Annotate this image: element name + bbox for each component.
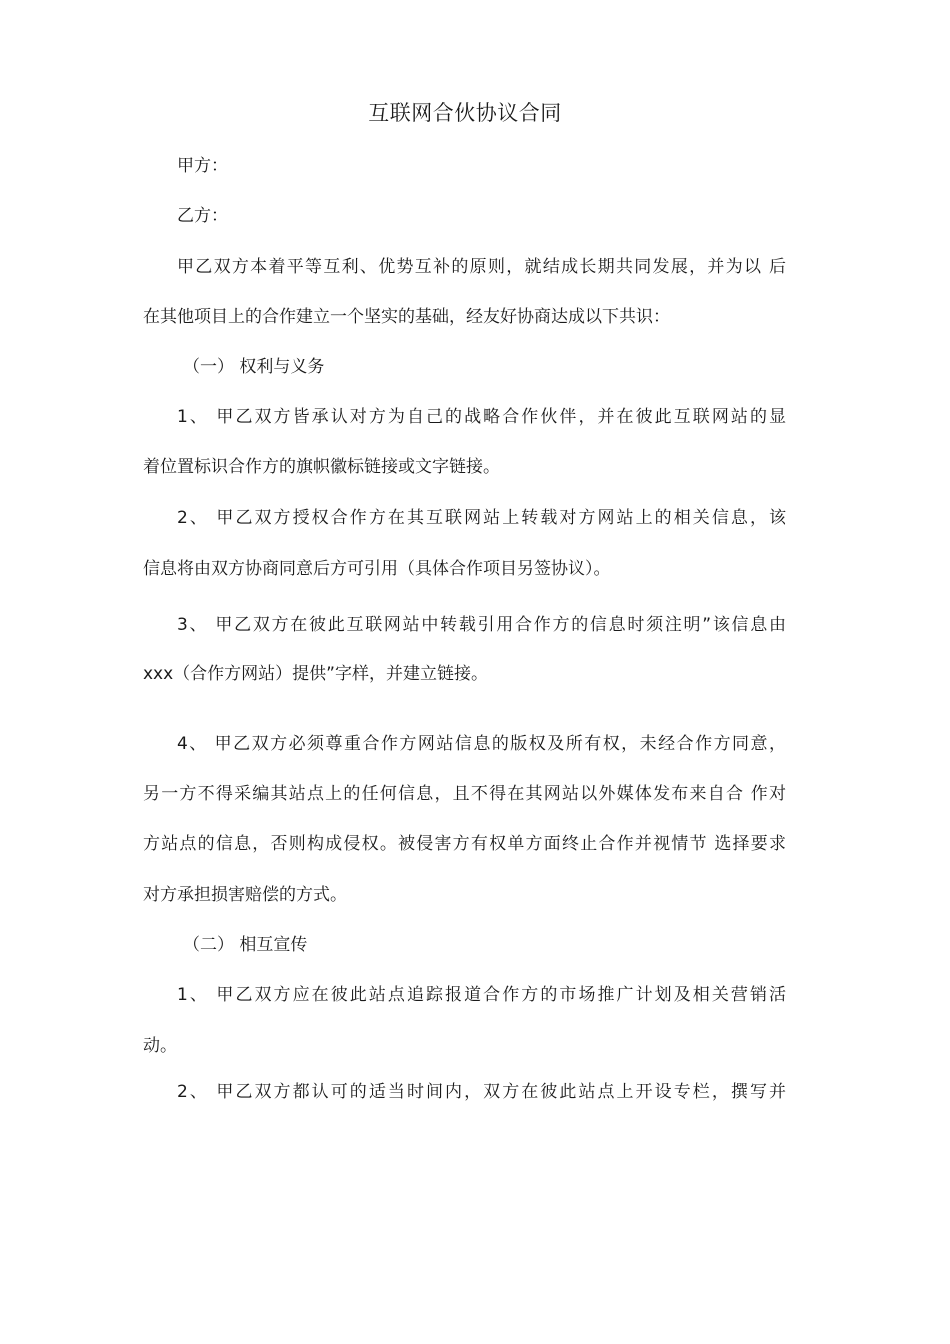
party-a-label: 甲方：: [177, 156, 228, 176]
section-1-heading: （一） 权利与义务: [183, 357, 325, 377]
s2-item1-line1: 1、 甲乙双方应在彼此站点追踪报道合作方的市场推广计划及相关营销活: [177, 985, 786, 1005]
s1-item3-line1: 3、 甲乙双方在彼此互联网站中转载引用合作方的信息时须注明”该信息由: [177, 615, 786, 635]
s2-item1-line2: 动。: [143, 1036, 177, 1056]
s1-item2-line2: 信息将由双方协商同意后方可引用（具体合作项目另签协议）。: [143, 559, 611, 579]
s1-item4-line3: 方站点的信息，否则构成侵权。被侵害方有权单方面终止合作并视情节 选择要求: [143, 834, 786, 854]
intro-line-2: 在其他项目上的合作建立一个坚实的基础，经友好协商达成以下共识：: [143, 307, 670, 327]
s2-item2-line1: 2、 甲乙双方都认可的适当时间内，双方在彼此站点上开设专栏，撰写并: [177, 1082, 786, 1102]
section-2-heading: （二） 相互宣传: [183, 935, 308, 955]
party-b-label: 乙方：: [177, 206, 228, 226]
s1-item3-line2: xxx（合作方网站）提供”字样，并建立链接。: [143, 664, 488, 684]
s1-item4-line2: 另一方不得采编其站点上的任何信息，且不得在其网站以外媒体发布来自合 作对: [143, 784, 786, 804]
s1-item1-line1: 1、 甲乙双方皆承认对方为自己的战略合作伙伴，并在彼此互联网站的显: [177, 407, 786, 427]
intro-line-1: 甲乙双方本着平等互利、优势互补的原则，就结成长期共同发展，并为以 后: [177, 257, 786, 277]
s1-item2-line1: 2、 甲乙双方授权合作方在其互联网站上转载对方网站上的相关信息，该: [177, 508, 786, 528]
s1-item4-line1: 4、 甲乙双方必须尊重合作方网站信息的版权及所有权，未经合作方同意，: [177, 734, 786, 754]
s1-item1-line2: 着位置标识合作方的旗帜徽标链接或文字链接。: [143, 457, 500, 477]
document-title: 互联网合伙协议合同: [368, 101, 562, 125]
s1-item4-line4: 对方承担损害赔偿的方式。: [143, 885, 347, 905]
